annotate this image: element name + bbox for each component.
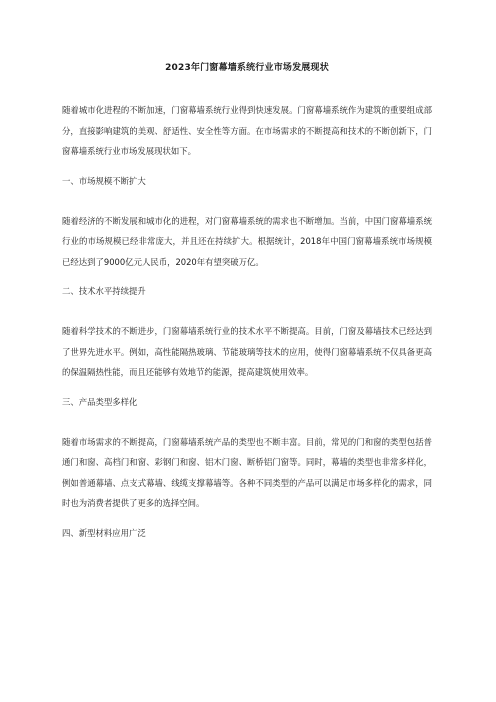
section-body-2: 随着科学技术的不断进步，门窗幕墙系统行业的技术水平不断提高。目前，门窗及幕墙技术已经达到了世界先进水平。例如，高性能隔热玻璃、节能玻璃等技术的应用，使得门窗幕墙系统不仅具备更高的保温隔热性能，而且还能够有效地节约能源，提高建筑使用效率。 (62, 326, 432, 377)
section-heading-4: 四、新型材料应用广泛 (62, 527, 146, 538)
section-heading-2: 二、技术水平持续提升 (62, 286, 146, 296)
section-body-1: 随着经济的不断发展和城市化的进程，对门窗幕墙系统的需求也不断增加。当前，中国门窗幕墙系统行业的市场规模已经非常庞大，并且还在持续扩大。根据统计，2018年中国门窗幕墙系统市场规模已经达到了9000亿元人民币，2020年有望突破万亿。 (62, 215, 432, 267)
document-title: 2023年门窗幕墙系统行业市场发展现状 (165, 63, 329, 73)
section-body-3: 随着市场需求的不断提高，门窗幕墙系统产品的类型也不断丰富。目前，常见的门和窗的类型包括普通门和窗、高档门和窗、彩钢门和窗、铝木门窗、断桥铝门窗等。同时，幕墙的类型也非常多样化，例如普通幕墙、点支式幕墙、线缆支撑幕墙等。各种不同类型的产品可以满足市场多样化的需求，同时也为消费者提供了更多的选择空间。 (62, 436, 432, 508)
section-heading-3: 三、产品类型多样化 (62, 396, 138, 407)
intro-paragraph: 随着城市化进程的不断加速，门窗幕墙系统行业得到快速发展。门窗幕墙系统作为建筑的重要组成部分，直接影响建筑的美观、舒适性、安全性等方面。在市场需求的不断提高和技术的不断创新下，门窗幕墙系统行业市场发展现状如下。 (62, 105, 432, 156)
section-heading-1: 一、市场规模不断扩大 (62, 175, 146, 186)
